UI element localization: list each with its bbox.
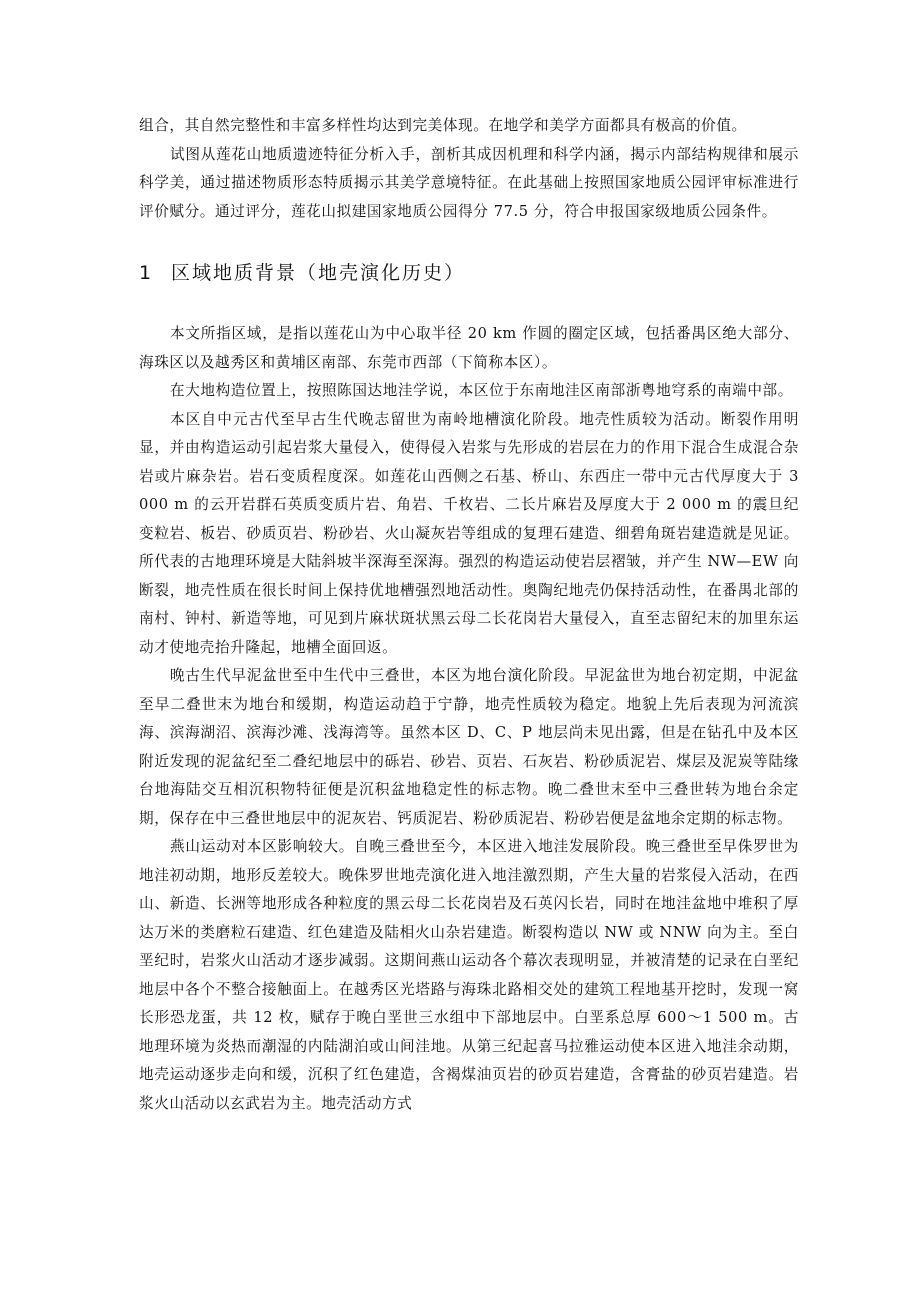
paragraph-research-approach: 试图从莲花山地质遗迹特征分析入手，剖析其成因机理和科学内涵，揭示内部结构规律和展示科学美，通过描述物质形态特质揭示其美学意境特征。在此基础上按照国家地质公园评审标准进行评价赋分。通过评分，莲花山拟建国家地质公园得分 77.5 分，符合申报国家级地质公园条件。 bbox=[139, 145, 799, 220]
paragraph-tectonic-position: 在大地构造位置上，按照陈国达地洼学说，本区位于东南地洼区南部浙粤地穹系的南端中部。 bbox=[170, 382, 793, 399]
paragraph-geosyncline-stage: 本区自中元古代至早古生代晚志留世为南岭地槽演化阶段。地壳性质较为活动。断裂作用明显，并由构造运动引起岩浆大量侵入，使得侵入岩浆与先形成的岩层在力的作用下混合生成混合杂岩或片麻杂岩。岩石变质程度深。如莲花山西侧之石基、桥山、东西庄一带中元古代厚度大于 3 000 m 的云开岩群石英质变质片岩、角岩、千枚岩、二长片麻岩及厚度大于 2 000 m 的震旦纪变粒岩、板岩、砂质页岩、粉砂岩、火山凝灰岩等组成的复理石建造、细碧角斑岩建造就是见证。所代表的古地理环境是大陆斜坡半深海至深海。强烈的构造运动使岩层褶皱，并产生 NW—EW 向断裂，地壳性质在很长时间上保持优地槽强烈地活动性。奥陶纪地壳仍保持活动性，在番禺北部的南村、钟村、新造等地，可见到片麻状斑状黑云母二长花岗岩大量侵入，直至志留纪末的加里东运动才使地壳抬升隆起，地槽全面回返。 bbox=[139, 410, 799, 656]
paragraph-diwa-stage: 燕山运动对本区影响较大。自晚三叠世至今，本区进入地洼发展阶段。晚三叠世至早侏罗世为地洼初动期，地形反差较大。晚侏罗世地壳演化进入地洼激烈期，产生大量的岩浆侵入活动，在西山、新造、长洲等地形成各种粒度的黑云母二长花岗岩及石英闪长岩，同时在地洼盆地中堆积了厚达万米的类磨粒石建造、红色建造及陆相火山杂岩建造。断裂构造以 NW 或 NNW 向为主。至白垩纪时，岩浆火山活动才逐步减弱。这期间燕山运动各个幕次表现明显，并被清楚的记录在白垩纪地层中各个不整合接触面上。在越秀区光塔路与海珠北路相交处的建筑工程地基开挖时，发现一窝长形恐龙蛋，共 12 枚，赋存于晚白垩世三水组中下部地层中。白垩系总厚 600～1 500 m。古地理环境为炎热而潮湿的内陆湖泊或山间洼地。从第三纪起喜马拉雅运动使本区进入地洼余动期，地壳运动逐步走向和缓，沉积了红色建造，含褐煤油页岩的砂页岩建造，含膏盐的砂页岩建造。岩浆火山活动以玄武岩为主。地壳活动方式 bbox=[139, 838, 799, 1112]
section-title: 区域地质背景（地壳演化历史） bbox=[171, 262, 466, 284]
document-body bbox=[139, 112, 799, 1118]
paragraph-platform-stage: 晚古生代早泥盆世至中生代中三叠世，本区为地台演化阶段。早泥盆世为地台初定期，中泥盆至早二叠世末为地台和缓期，构造运动趋于宁静，地壳性质较为稳定。地貌上先后表现为河流滨海、滨海湖沼、滨海沙滩、浅海湾等。虽然本区 D、C、P 地层尚未见出露，但是在钻孔中及本区附近发现的泥盆纪至二叠纪地层中的砾岩、砂岩、页岩、石灰岩、粉砂质泥岩、煤层及泥炭等陆缘台地海陆交互相沉积物特征便是沉积盆地稳定性的标志物。晚二叠世末至中三叠世转为地台余定期，保存在中三叠世地层中的泥灰岩、钙质泥岩、粉砂质泥岩、粉砂岩便是盆地余定期的标志物。 bbox=[139, 667, 799, 827]
section-number: 1 bbox=[139, 262, 154, 284]
paragraph-region-definition: 本文所指区域，是指以莲花山为中心取半径 20 km 作圆的圈定区域，包括番禺区绝大部分、海珠区以及越秀区和黄埔区南部、东莞市西部（下简称本区）。 bbox=[139, 325, 799, 371]
section-heading bbox=[139, 232, 799, 314]
paragraph-continuation: 组合，其自然完整性和丰富多样性均达到完美体现。在地学和美学方面都具有极高的价值。 bbox=[139, 117, 747, 134]
